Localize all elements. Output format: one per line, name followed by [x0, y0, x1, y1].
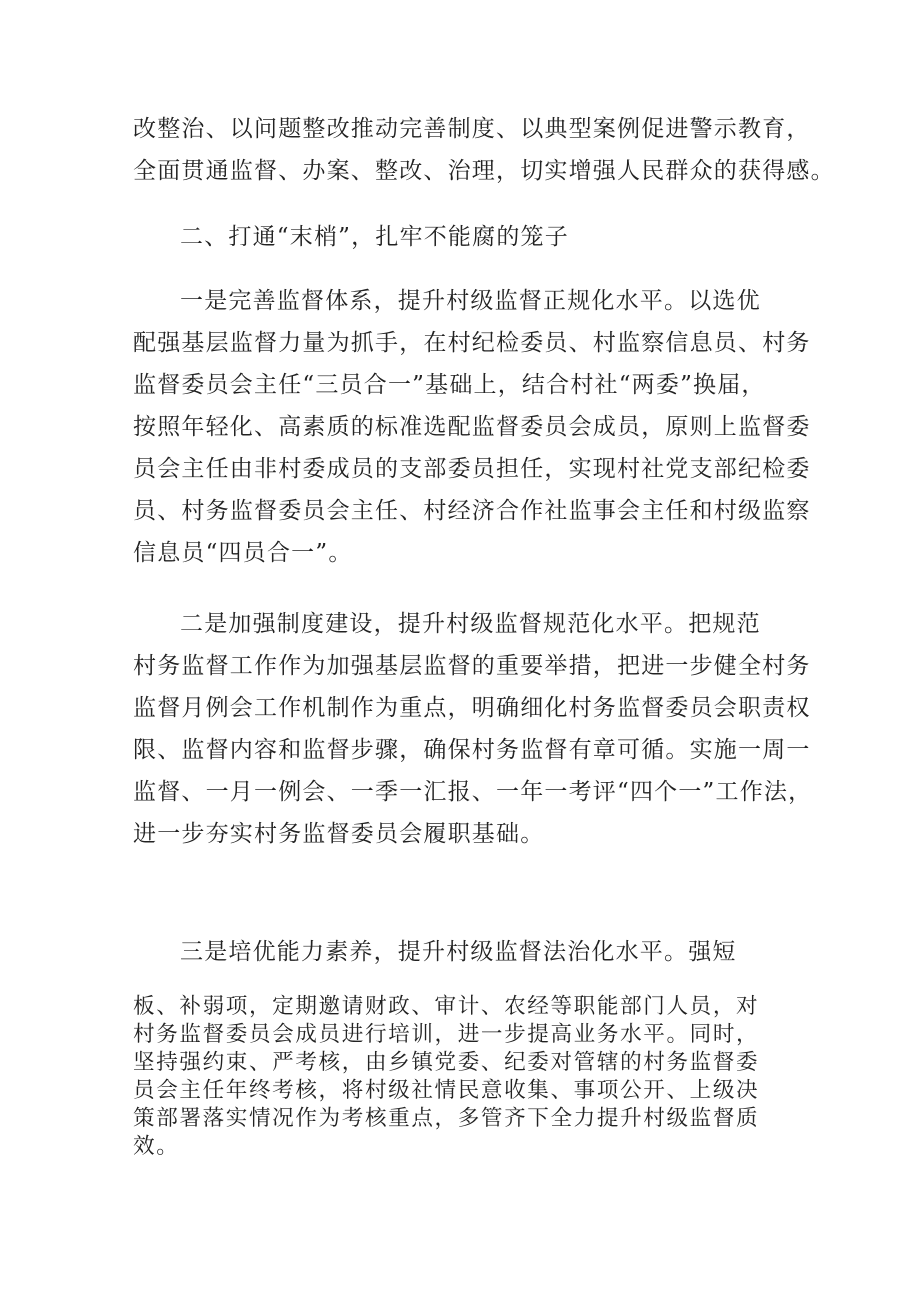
text-line: 监督、一月一例会、一季一汇报、一年一考评“四个一”工作法， — [133, 779, 813, 805]
text-line: 二是加强制度建设，提升村级监督规范化水平。把规范 — [180, 611, 761, 637]
text-line: 村务监督工作作为加强基层监督的重要举措，把进一步健全村务 — [133, 653, 811, 679]
text-line: 按照年轻化、高素质的标准选配监督委员会成员，原则上监督委 — [133, 414, 811, 440]
text-line: 策部署落实情况作为考核重点，多管齐下全力提升村级监督质 — [133, 1106, 760, 1131]
text-line: 配强基层监督力量为抓手，在村纪检委员、村监察信息员、村务 — [133, 330, 811, 356]
text-line: 员会主任年终考核，将村级社情民意收集、事项公开、上级决 — [133, 1078, 760, 1103]
paragraph-one — [133, 280, 811, 574]
text-line: 监督委员会主任“三员合一”基础上，结合村社“两委”换届， — [133, 372, 766, 398]
section-heading — [133, 216, 793, 258]
text-line: 限、监督内容和监督步骤，确保村务监督有章可循。实施一周一 — [133, 737, 811, 763]
paragraph-two — [133, 603, 813, 855]
text-line: 一是完善监督体系，提升村级监督正规化水平。以选优 — [180, 288, 761, 314]
text-line: 全面贯通监督、办案、整改、治理，切实增强人民群众的获得感。 — [133, 158, 835, 184]
text-line: 员、村务监督委员会主任、村经济合作社监事会主任和村级监察 — [133, 498, 811, 524]
paragraph-three-body — [133, 993, 793, 1161]
text-line: 效。 — [133, 1134, 180, 1159]
intro-paragraph — [133, 108, 835, 192]
section-heading-text: 二、打通“末梢”，扎牢不能腐的笼子 — [180, 224, 569, 250]
paragraph-three-head — [133, 931, 793, 973]
text-line: 信息员“四员合一”。 — [133, 540, 353, 566]
text-line: 三是培优能力素养，提升村级监督法治化水平。强短 — [180, 939, 737, 965]
text-line: 坚持强约束、严考核，由乡镇党委、纪委对管辖的村务监督委 — [133, 1050, 760, 1075]
text-line: 员会主任由非村委成员的支部委员担任，实现村社党支部纪检委 — [133, 456, 811, 482]
text-line: 进一步夯实村务监督委员会履职基础。 — [133, 821, 545, 847]
text-line: 改整治、以问题整改推动完善制度、以典型案例促进警示教育， — [133, 116, 811, 142]
text-line: 监督月例会工作机制作为重点，明确细化村务监督委员会职责权 — [133, 695, 811, 721]
text-line: 村务监督委员会成员进行培训，进一步提高业务水平。同时， — [133, 1022, 760, 1047]
text-line: 板、补弱项，定期邀请财政、审计、农经等职能部门人员，对 — [133, 994, 760, 1019]
